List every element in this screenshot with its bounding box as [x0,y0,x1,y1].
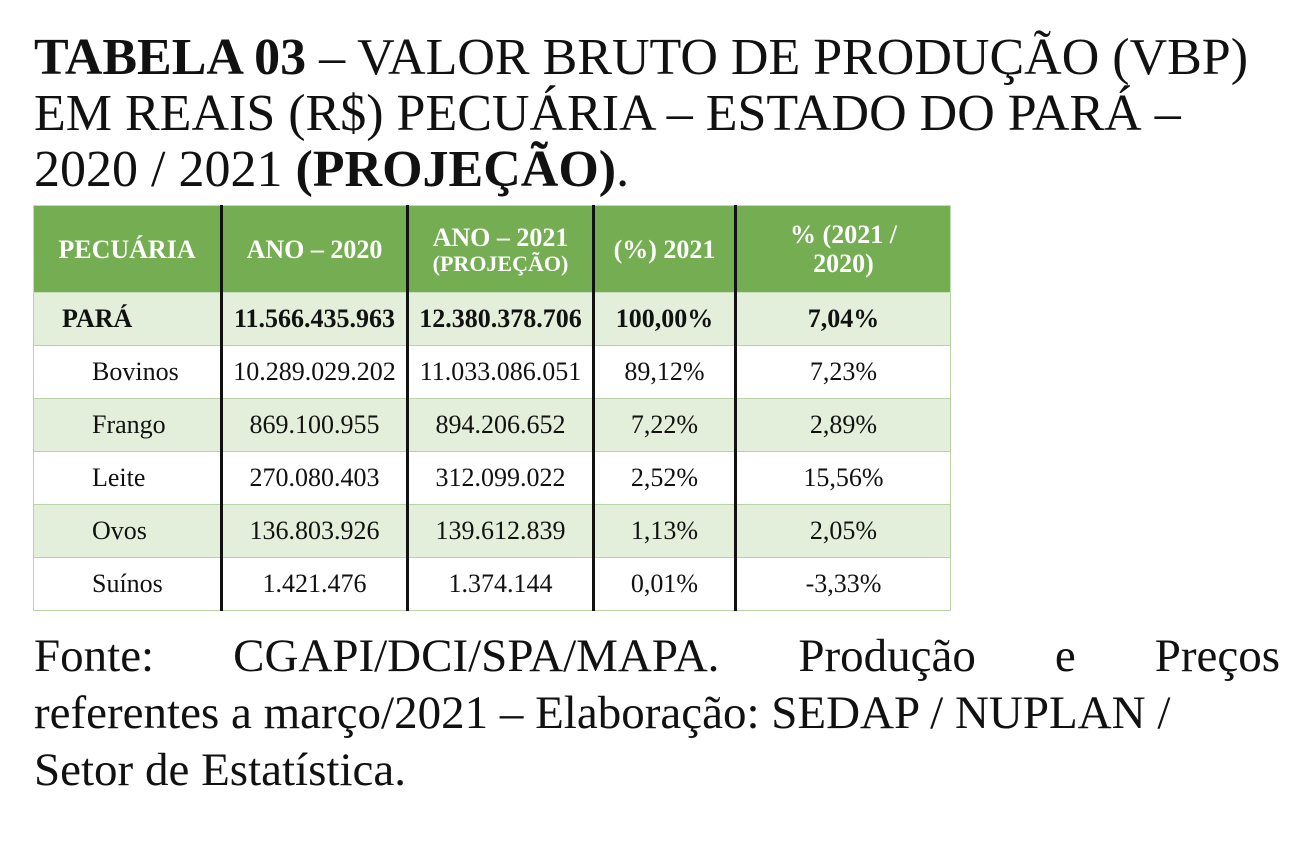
header-variation-line2: 2020) [813,249,874,278]
cell-ano-2020: 136.803.926 [222,505,408,558]
cell-ano-2020: 10.289.029.202 [222,346,408,399]
cell-ano-2020: 1.421.476 [222,558,408,611]
table-row [34,452,951,505]
cell-name: Suínos [34,558,222,611]
source-word: e [1054,630,1076,682]
cell-ano-2021: 894.206.652 [408,399,594,452]
cell-ano-2020: 11.566.435.963 [222,293,408,346]
cell-pct-2021: 0,01% [594,558,736,611]
source-word: Fonte: [34,630,155,682]
table-row [34,558,951,611]
title-line3-end: . [616,141,630,198]
source-line-1 [34,628,1280,685]
header-pct-2021: (%) 2021 [594,206,736,293]
header-variation-line1: % (2021 / [790,220,897,249]
vbp-table [33,205,951,611]
header-row [34,206,951,293]
source-line-3: Setor de Estatística. [34,744,406,796]
cell-variation: 15,56% [736,452,951,505]
table-title [34,30,1274,198]
header-ano-2021-sub: (PROJEÇÃO) [432,250,569,276]
cell-variation: -3,33% [736,558,951,611]
title-line3-bold: (PROJEÇÃO) [295,141,617,198]
table-row [34,346,951,399]
header-ano-2020: ANO – 2020 [222,206,408,293]
title-bold-prefix: TABELA 03 [34,29,307,86]
cell-pct-2021: 89,12% [594,346,736,399]
cell-ano-2021: 139.612.839 [408,505,594,558]
title-line2: EM REAIS (R$) PECUÁRIA – ESTADO DO PARÁ – [34,85,1181,142]
header-ano-2021-main: ANO – 2021 [432,222,569,252]
cell-pct-2021: 100,00% [594,293,736,346]
cell-ano-2021: 12.380.378.706 [408,293,594,346]
cell-variation: 2,05% [736,505,951,558]
cell-pct-2021: 7,22% [594,399,736,452]
cell-name: Frango [34,399,222,452]
cell-name: Leite [34,452,222,505]
table-row [34,505,951,558]
title-line3-plain: 2020 / 2021 [34,141,296,198]
cell-variation: 7,23% [736,346,951,399]
title-line1-rest: – VALOR BRUTO DE PRODUÇÃO (VBP) [306,29,1249,86]
cell-pct-2021: 1,13% [594,505,736,558]
cell-ano-2020: 869.100.955 [222,399,408,452]
cell-ano-2021: 11.033.086.051 [408,346,594,399]
header-variation [736,206,951,293]
cell-name: Ovos [34,505,222,558]
cell-ano-2020: 270.080.403 [222,452,408,505]
cell-variation: 2,89% [736,399,951,452]
cell-pct-2021: 2,52% [594,452,736,505]
source-note [34,628,1280,799]
header-pecuaria: PECUÁRIA [34,206,222,293]
source-line-2: referentes a março/2021 – Elaboração: SEDAP / NUPLAN / [34,687,1171,739]
cell-name: PARÁ [34,293,222,346]
cell-variation: 7,04% [736,293,951,346]
header-ano-2021 [408,206,594,293]
source-word: CGAPI/DCI/SPA/MAPA. [233,630,720,682]
source-word: Produção [798,630,976,682]
cell-ano-2021: 1.374.144 [408,558,594,611]
table-row-total [34,293,951,346]
source-word: Preços [1154,630,1280,682]
cell-ano-2021: 312.099.022 [408,452,594,505]
cell-name: Bovinos [34,346,222,399]
table-row [34,399,951,452]
